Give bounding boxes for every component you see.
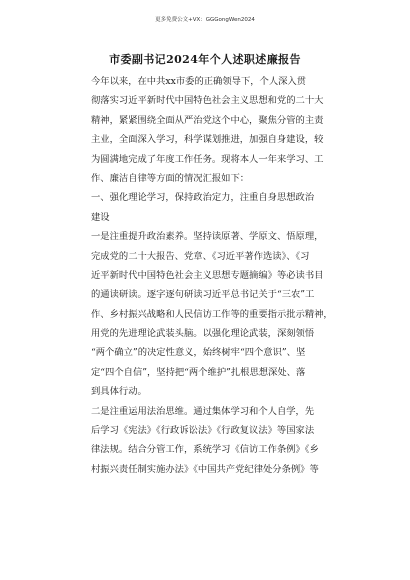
- body-line: 主业，全面深入学习，科学谋划推进，加强自身建设，较: [91, 134, 324, 146]
- body-line: 用党的先进理论武装头脑。以强化理论武装，深刻领悟: [91, 328, 315, 340]
- body-line: 今年以来，在中共xx市委的正确领导下，个人深入贯: [91, 76, 307, 87]
- document-body: [91, 72, 349, 479]
- body-line: 作、廉洁自律等方面的情况汇报如下：: [91, 172, 250, 184]
- body-line: 作、乡村振兴战略和人民信访工作等的重要指示批示精神，: [91, 308, 333, 320]
- header-note: 更多免费公文+VX：GGGongWen2024: [155, 17, 255, 23]
- body-line: 一是注重提升政治素养。坚持读原著、学原文、悟原理，: [91, 231, 324, 243]
- body-line: 彻落实习近平新时代中国特色社会主义思想和党的二十大: [91, 95, 324, 107]
- body-line: 精神，紧紧围绕全面从严治党这个中心，聚焦分管的主责: [91, 114, 324, 126]
- section-heading: 建设: [91, 211, 110, 223]
- body-line: 完成党的二十大报告、党章、《习近平著作选读》、《习: [91, 250, 310, 262]
- body-line: 到具体行动。: [91, 386, 147, 398]
- body-line: 律法规。结合分管工作，系统学习《信访工作条例》《乡: [91, 444, 319, 456]
- body-line: 二是注重运用法治思维。通过集体学习和个人自学，先: [91, 405, 315, 417]
- body-line: 后学习《宪法》《行政诉讼法》《行政复议法》等国家法: [91, 425, 315, 437]
- body-line: 近平新时代中国特色社会主义思想专题摘编》等必读书目: [91, 269, 324, 281]
- body-line: 的通读研读。逐字逐句研读习近平总书记关于“三农”工: [91, 289, 315, 301]
- document-title: 市委副书记2024年个人述职述廉报告: [109, 53, 301, 66]
- body-line: 村振兴责任制实施办法》《中国共产党纪律处分条例》等: [91, 463, 319, 475]
- body-line: 定“四个自信”，坚持把“两个维护”扎根思想深处、落: [91, 366, 306, 378]
- body-line: 为圆满地完成了年度工作任务。现将本人一年来学习、工: [91, 153, 324, 165]
- body-line: “两个确立”的决定性意义，始终树牢“四个意识”、坚: [91, 347, 306, 359]
- section-heading: 一、强化理论学习，保持政治定力，注重自身思想政治: [91, 192, 315, 204]
